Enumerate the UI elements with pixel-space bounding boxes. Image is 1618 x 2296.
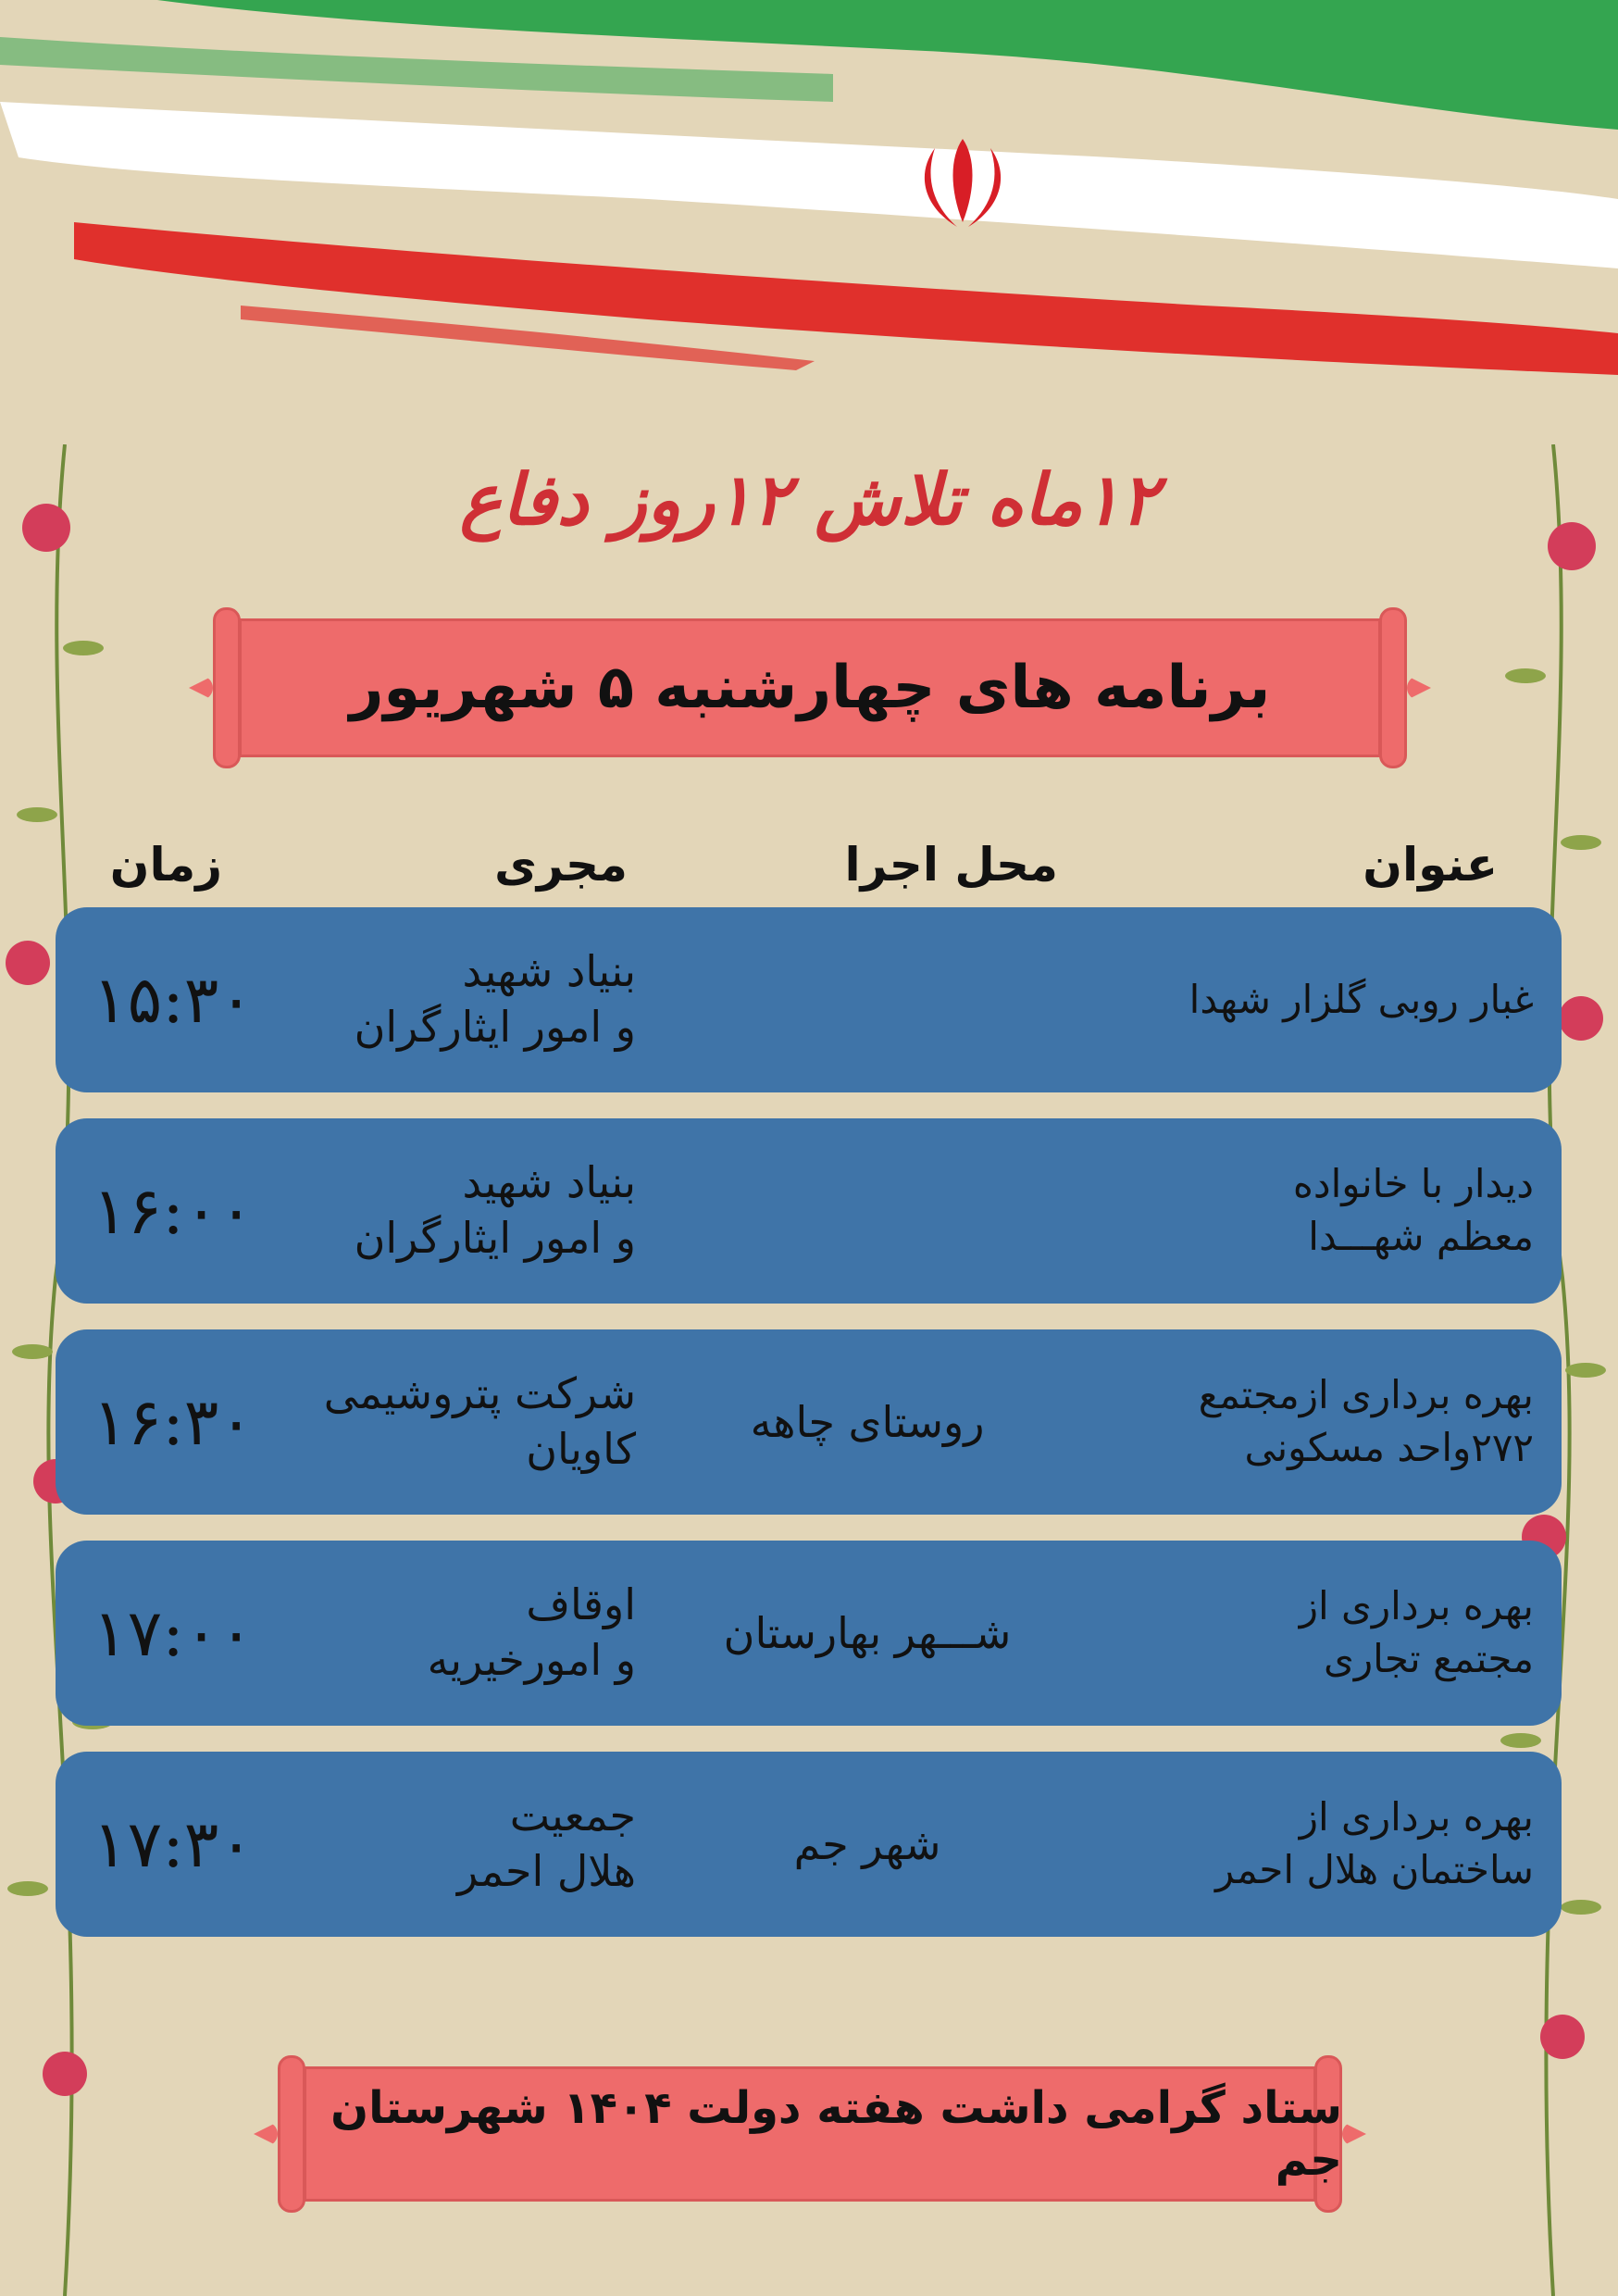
iran-flag-decoration xyxy=(0,0,1618,389)
row-time: ۱۶:۳۰ xyxy=(93,1384,254,1460)
row-title-line: غبار روبی گلزار شهدا xyxy=(1189,976,1534,1022)
row-place: روستای چاهه xyxy=(750,1397,985,1447)
row-title-line: مجتمع تجاری xyxy=(1323,1636,1534,1681)
row-place xyxy=(673,1118,1062,1304)
footer-banner xyxy=(278,2066,1342,2202)
row-title-line: دیدار با خانواده xyxy=(1292,1161,1534,1207)
row-time: ۱۵:۳۰ xyxy=(93,962,254,1038)
row-time: ۱۶:۰۰ xyxy=(93,1173,254,1249)
column-header-time: زمان xyxy=(109,838,222,892)
table-row xyxy=(56,907,1562,1092)
row-title xyxy=(1015,1118,1534,1304)
row-place xyxy=(673,907,1062,1092)
row-executor-line: و امور ایثارگران xyxy=(354,1002,636,1052)
row-executor-line: و امور ایثارگران xyxy=(354,1213,636,1263)
row-executor-line: شرکت پتروشیمی xyxy=(323,1368,636,1419)
row-executor-line: بنیاد شهید xyxy=(462,1157,636,1208)
footer-text: ستاد گرامی داشت هفته دولت ۱۴۰۴ شهرستان جم xyxy=(330,2082,1342,2186)
row-title-line: بهره برداری ازمجتمع xyxy=(1198,1372,1534,1418)
row-title xyxy=(1015,1752,1534,1937)
column-header-place: محل اجرا xyxy=(844,838,1058,892)
row-executor-line: هلال احمر xyxy=(457,1846,636,1896)
scroll-tip-left xyxy=(189,676,213,700)
title-banner xyxy=(213,618,1407,757)
row-executor-line: و امورخیریه xyxy=(427,1635,636,1685)
table-row xyxy=(56,1541,1562,1726)
row-title xyxy=(1015,1541,1534,1726)
table-row xyxy=(56,1752,1562,1937)
scroll-tip-right xyxy=(1407,676,1431,700)
slogan: ۱۲ماه تلاش ۱۲روز دفاع xyxy=(459,458,1159,541)
row-time: ۱۷:۳۰ xyxy=(93,1806,254,1882)
flag-green-stroke xyxy=(0,0,1618,130)
row-title-line: ساختمان هلال احمر xyxy=(1214,1847,1534,1892)
row-executor-line: بنیاد شهید xyxy=(462,946,636,997)
column-header-executor: مجری xyxy=(494,838,628,892)
row-executor-line: کاویان xyxy=(526,1424,636,1474)
page-title: برنامه های چهارشنبه ۵ شهریور xyxy=(349,654,1271,722)
table-row xyxy=(56,1329,1562,1515)
row-title-line: بهره برداری از xyxy=(1299,1794,1534,1841)
row-place: شهر جم xyxy=(793,1819,941,1869)
table-row xyxy=(56,1118,1562,1304)
row-title-line: ۲۷۲واحد مسکونی xyxy=(1244,1425,1534,1470)
row-title-line: بهره برداری از xyxy=(1299,1583,1534,1629)
row-place: شـــهر بهارستان xyxy=(723,1608,1012,1658)
scroll-tip-left xyxy=(254,2122,278,2146)
row-title xyxy=(1015,1329,1534,1515)
row-title xyxy=(1015,907,1534,1092)
row-time: ۱۷:۰۰ xyxy=(93,1595,254,1671)
row-title-line: معظم شهـــدا xyxy=(1308,1214,1534,1259)
row-executor-line: جمعیت xyxy=(509,1791,636,1841)
column-header-title: عنوان xyxy=(1363,838,1498,892)
scroll-tip-right xyxy=(1342,2122,1366,2146)
row-executor-line: اوقاف xyxy=(526,1579,636,1630)
table-header xyxy=(0,838,1618,912)
